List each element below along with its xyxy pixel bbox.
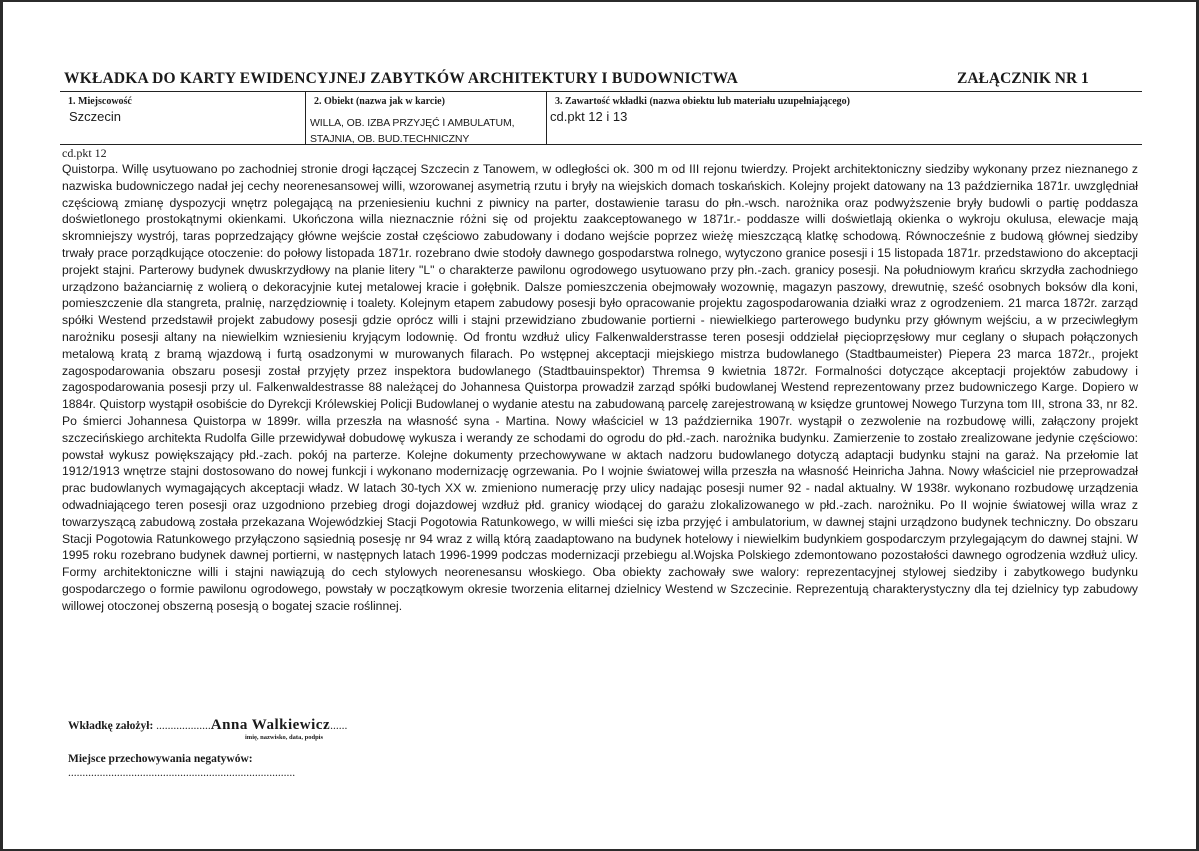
storage-label: Miejsce przechowywania negatywów: (68, 753, 253, 765)
location-value: Szczecin (69, 109, 122, 124)
author-caption: imię, nazwisko, data, podpis (245, 734, 324, 741)
contents-label: 3. Zawartość wkładki (nazwa obiektu lub materiału uzupełniającego) (555, 96, 851, 107)
continuation-note: cd.pkt 12 (62, 146, 107, 160)
object-value-line-1: WILLA, OB. IZBA PRZYJĘĆ I AMBULATUM, (310, 117, 515, 129)
object-label: 2. Obiekt (nazwa jak w karcie) (314, 96, 445, 107)
object-value (310, 115, 515, 147)
form-header-table (60, 91, 1142, 145)
document-title: WKŁADKA DO KARTY EWIDENCYJNEJ ZABYTKÓW ARCHITEKTURY I BUDOWNICTWA (64, 70, 739, 87)
location-label: 1. Miejscowość (68, 96, 132, 107)
scan-edge-left (0, 0, 3, 851)
contents-value: cd.pkt 12 i 13 (550, 109, 628, 124)
scan-edge-top (0, 0, 1199, 2)
author-label: Wkładkę założył: (68, 720, 154, 732)
object-cell (306, 92, 547, 144)
author-dots-after: ...... (330, 720, 348, 732)
author-dots-before: ................... (156, 720, 211, 732)
storage-dots: ............................................................................... (68, 767, 296, 779)
contents-cell (547, 92, 1142, 144)
object-value-line-2: STAJNIA, OB. BUD.TECHNICZNY (310, 133, 470, 145)
author-name: Anna Walkiewicz (210, 717, 331, 733)
author-row (68, 717, 347, 734)
location-cell (60, 92, 306, 144)
attachment-number: ZAŁĄCZNIK NR 1 (957, 70, 1089, 87)
body-text: Quistorpa. Willę usytuowano po zachodniej stronie drogi łączącej Szczecin z Tanowem, w odległości ok. 300 m od III rejonu twierdzy. Projekt architektoniczny siedziby wykonany przez nieznanego z nazwiska budowniczego nadał jej cechy neorenesansowej willi, wzorowanej asymetrią rzutu i bryły na wiejskich domach toskańskich. Kolejny projekt datowany na 13 października 1871r. uwzględniał częściową zmianę dyspozycji wnętrz polegającą na przeniesieniu kuchni z piwnicy na parter, dostawienie tarasu do płn.-wsch. narożnika oraz podwyższenie bryły budowli o partię poddasza doświetlonego prostokątnymi okienkami. Ukończona willa nieznacznie różni się od projektu zaakceptowanego w 1871r.- poddasze willi doświetlają okienka o wykroju okulusa, elewacje mają skromniejszy wystrój, taras poprzedzający główne wejście został częściowo zabudowany i dodano wejście poprzez wieżę mieszczącą klatkę schodową. Równocześnie z budową głównej siedziby trwały prace porządkujące otoczenie: do połowy listopada 1871r. rozebrano dwie stodoły dawnego gospodarstwa rolnego, wytyczono granice posesji i 15 listopada 1871r. przedstawiono do akceptacji projekt stajni. Parterowy budynek dwuskrzydłowy na planie litery "L" o charakterze pawilonu ogrodowego usytuowano przy płn.-zach. granicy posesji. Na południowym krańcu skrzydła zachodniego urządzono bażanciarnię z wolierą o dekoracyjnie kutej metalowej kracie i gołębnik. Dalsze pomieszczenia obejmowały wozownię, magazyn paszowy, drewutnię, sześć osobnych boksów dla koni, pomieszczenie dla stangreta, pralnię, narzędziownię i toalety. Kolejnym etapem zabudowy posesji było opracowanie projektu zagospodarowania działki wraz z ogrodzeniem. 21 marca 1872r. zarząd spółki Westend przedstawił projekt zabudowy posesji gdzie oprócz willi i stajni przewidziano zbudowanie portierni - niewielkiego parterowego budynku przy głównym wejściu, a w przeciwległym narożniku posesji altany na niewielkim wzniesieniu kryjącym lodownię. Od frontu wzdłuż ulicy Falkenwalderstrasse teren posesji oddzielał pięcioprzęsłowy mur ceglany o słupach połączonych metalową kratą z bramą wjazdową i furtą osadzonymi w murowanych filarach. Po wstępnej akceptacji miejskiego mistrza budowlanego (Stadtbaumeister) Piepera 23 marca 1872r., projekt zagospodarowania obszaru posesji został przyjęty przez inspektora budowlanego (Stadtbauinspektor) Thremsa 9 kwietnia 1872r. Formalności dotyczące akceptacji projektów zabudowy i zagospodarowania posesji przy ul. Falkenwaldestrasse 88 należącej do Johannesa Quistorpa prowadził zarząd spółki budowlanej Westend reprezentowany przez budowniczego Karge. Dopiero w 1884r. Quistorp wystąpił osobiście do Dyrekcji Królewskiej Policji Budowlanej o wydanie atestu na zabudowaną parcelę zarejestrowaną w księdze gruntowej Nowego Turzyna tom III, strona 33, nr 82. Po śmierci Johannesa Quistorpa w 1899r. willa przeszła na własność syna - Martina. Nowy właściciel w 13 października 1907r. wystąpił o zezwolenie na rozbudowę willi, załączony projekt szczecińskiego architekta Rudolfa Gille przewidywał dobudowę wykusza i werandy ze schodami do ogrodu do płd.-zach. narożnika budynku. Zamierzenie to zostało zrealizowane jedynie częściowo: powstał wykusz powiększający płd.-zach. pokój na parterze. Kolejne dokumenty przechowywane w aktach nadzoru budowlanego dotyczą adaptacji budynku stajni na garaż. Na przełomie lat 1912/1913 wnętrze stajni dostosowano do nowej funkcji i wykonano modernizację ogrzewania. Po I wojnie światowej willa przeszła na własność Heinricha Jahna. Nowy właściciel nie przeprowadzał prac budowlanych wymagających akceptacji władz. W latach 30-tych XX w. zmieniono numerację przy ulicy nadając posesji numer 92 - nadal aktualny. W 1938r. wykonano rozbudowę urządzenia odwadniającego teren posesji oraz uzgodniono przebieg drogi dojazdowej wzdłuż płd. granicy wiodącej do garażu zlokalizowanego w płd.-zach. narożniku. Po II wojnie światowej willa wraz z towarzyszącą zabudową została przekazana Wojewódzkiej Stacji Pogotowia Ratunkowego, w willi mieści się izba przyjęć i ambulatorium, w dawnej stajni urządzono budynek techniczny. Do obszaru Stacji Pogotowia Ratunkowego przyłączono sąsiednią posesję nr 94 wraz z willą którą zaadaptowano na budynek hotelowy i niewielkim budynkiem gospodarczym przylegającym do dawnej stajni. W 1995 roku rozebrano budynek dawnej portierni, w następnych latach 1996-1999 podczas modernizacji przebiegu al.Wojska Polskiego zdemontowano pozostałości dawnego ogrodzenia wzdłuż ulicy. Formy architektoniczne willi i stajni nawiązują do cech stylowych neorenesansu włoskiego. Oba obiekty zachowały swe walory: reprezentacyjnej stylowej siedziby i zabytkowego budynku gospodarczego o formie pawilonu ogrodowego, powstały w początkowym okresie tworzenia elitarnej dzielnicy Westend w Szczecinie. Reprezentują charakterystyczny dla tej dzielnicy typ zabudowy willowej otoczonej obszerną posesją o bogatej szacie roślinnej. (62, 162, 1138, 613)
